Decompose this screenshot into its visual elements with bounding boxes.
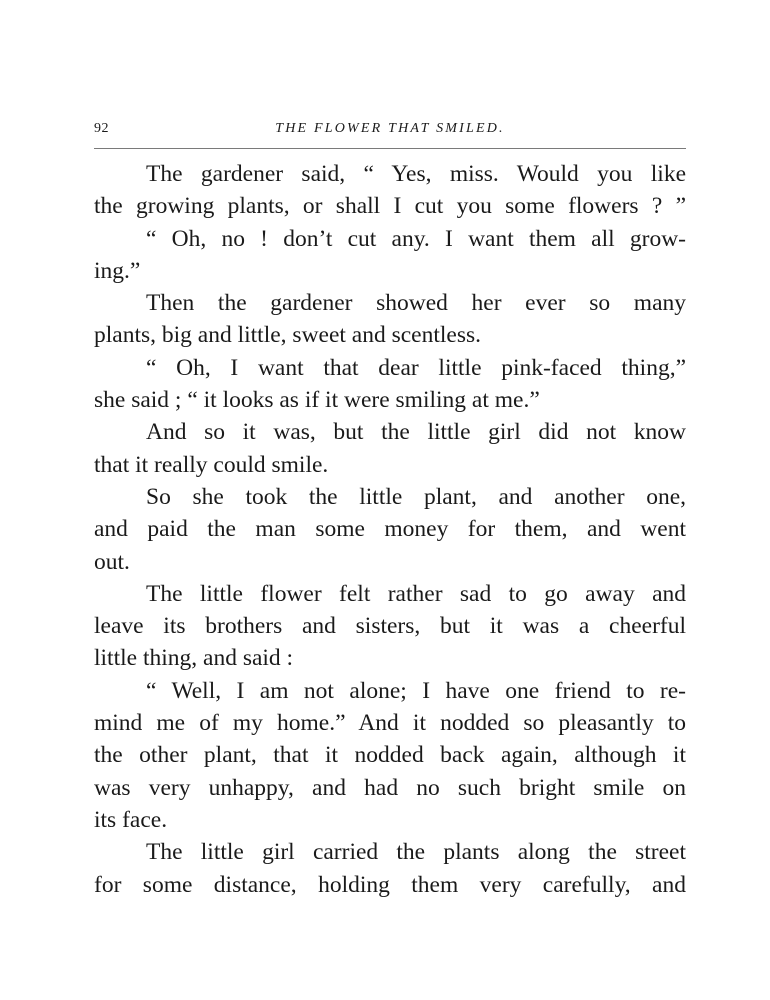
header-rule bbox=[94, 148, 686, 149]
text-line: little thing, and said : bbox=[94, 645, 294, 672]
text-line: “ Oh, no ! don’t cut any. I want them all grow- bbox=[146, 225, 686, 252]
text-line: ing.” bbox=[94, 257, 141, 284]
text-line: its face. bbox=[94, 806, 168, 833]
text-line: mind me of my home.” And it nodded so pleasantly to bbox=[94, 710, 686, 737]
text-line: The little girl carried the plants along the street bbox=[146, 839, 686, 866]
text-line: The gardener said, “ Yes, miss. Would you like bbox=[146, 161, 686, 187]
text-line: the other plant, that it nodded back again, although it bbox=[94, 742, 686, 769]
text-line: “ Oh, I want that dear little pink-faced thing,” bbox=[146, 354, 686, 381]
text-line: she said ; “ it looks as if it were smiling at me.” bbox=[94, 387, 540, 414]
text-line: that it really could smile. bbox=[94, 451, 329, 478]
text-line: was very unhappy, and had no such bright smile on bbox=[94, 774, 686, 801]
text-line: out. bbox=[94, 548, 130, 575]
text-line: “ Well, I am not alone; I have one friend to re- bbox=[146, 677, 686, 704]
text-line: And so it was, but the little girl did not know bbox=[146, 419, 686, 446]
text-line: and paid the man some money for them, and went bbox=[94, 516, 686, 543]
text-line: Then the gardener showed her ever so many bbox=[146, 290, 686, 317]
text-line: The little flower felt rather sad to go away and bbox=[146, 580, 686, 607]
text-line: leave its brothers and sisters, but it was a cheerful bbox=[94, 613, 686, 640]
text-line: the growing plants, or shall I cut you some flowers ? ” bbox=[94, 193, 686, 220]
body-text bbox=[94, 158, 686, 901]
running-head bbox=[94, 121, 686, 139]
page-number: 92 bbox=[94, 121, 109, 136]
text-line: plants, big and little, sweet and scentless. bbox=[94, 322, 482, 349]
running-title: THE FLOWER THAT SMILED. bbox=[275, 121, 505, 136]
text-line: for some distance, holding them very carefully, and bbox=[94, 871, 686, 898]
text-line: So she took the little plant, and another one, bbox=[146, 483, 686, 510]
